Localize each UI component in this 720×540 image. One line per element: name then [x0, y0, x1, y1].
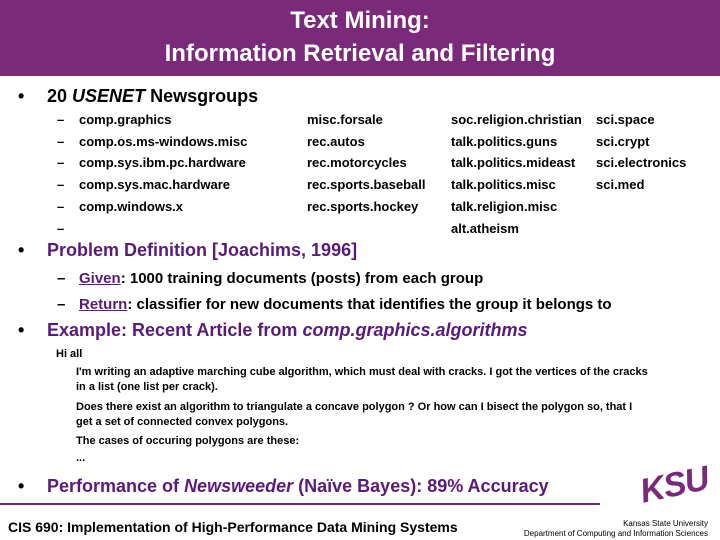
- ksu-logo: KSU: [636, 459, 712, 511]
- dash-icon: –: [57, 199, 65, 214]
- newsgroup-item: rec.sports.hockey: [307, 199, 419, 214]
- newsgroups-label: Newsgroups: [150, 86, 259, 106]
- bullet-example: [47, 320, 527, 341]
- post-line: get a set of connected convex polygons.: [76, 416, 289, 428]
- return-label: Return: [79, 296, 128, 313]
- newsgroup-item: soc.religion.christian: [451, 112, 582, 127]
- newsgroup-item: talk.religion.misc: [451, 199, 558, 214]
- given-label: Given: [79, 270, 121, 287]
- dash-icon: –: [57, 270, 66, 287]
- dash-icon: –: [57, 155, 65, 170]
- post-line: in a list (one list per crack).: [76, 381, 218, 393]
- bullet-icon: •: [18, 86, 25, 106]
- newsgroup-item: sci.med: [596, 177, 645, 192]
- dash-icon: –: [57, 296, 66, 313]
- newsgroup-item: comp.graphics: [79, 112, 172, 127]
- newsgroup-item: comp.sys.ibm.pc.hardware: [79, 155, 246, 170]
- newsgroup-item: talk.politics.mideast: [451, 155, 576, 170]
- university-name: Kansas State University: [623, 519, 708, 528]
- newsgroup-item: rec.autos: [307, 134, 365, 149]
- department-name: Department of Computing and Information Sciences: [523, 529, 708, 538]
- course-title: CIS 690: Implementation of High-Performance Data Mining Systems: [8, 519, 458, 535]
- dash-icon: –: [57, 112, 65, 127]
- dash-icon: –: [57, 221, 65, 236]
- newsgroup-item: sci.crypt: [596, 134, 650, 149]
- newsgroup-item: rec.sports.baseball: [307, 177, 426, 192]
- newsgroup-item: rec.motorcycles: [307, 155, 407, 170]
- newsgroup-item: comp.os.ms-windows.misc: [79, 134, 248, 149]
- bullet-performance: [47, 476, 549, 497]
- slide-title: [0, 0, 720, 76]
- newsgroup-item: sci.space: [596, 112, 655, 127]
- bullet-icon: •: [18, 240, 25, 260]
- newsgroup-count: 20: [47, 86, 68, 106]
- usenet-label: USENET: [72, 86, 146, 106]
- dash-icon: –: [57, 134, 65, 149]
- title-line-2: Information Retrieval and Filtering: [164, 40, 556, 67]
- post-line: The cases of occuring polygons are these:: [76, 435, 300, 447]
- given-line: [79, 270, 483, 287]
- bullet-newsgroups: [47, 86, 258, 107]
- newsweeder-label: Newsweeder: [184, 476, 294, 496]
- post-greeting: Hi all: [56, 348, 83, 360]
- newsgroup-item: sci.electronics: [596, 155, 687, 170]
- example-prefix: Example: Recent Article from: [47, 320, 298, 340]
- bullet-problem-definition: Problem Definition [Joachims, 1996]: [47, 240, 358, 260]
- given-text: : 1000 training documents (posts) from each group: [120, 270, 484, 287]
- newsgroup-item: alt.atheism: [451, 221, 519, 236]
- post-line: ...: [76, 452, 86, 464]
- newsgroup-item: misc.forsale: [307, 112, 383, 127]
- newsgroup-item: comp.sys.mac.hardware: [79, 177, 231, 192]
- example-newsgroup: comp.graphics.algorithms: [302, 320, 528, 340]
- return-text: : classifier for new documents that identifies the group it belongs to: [127, 296, 612, 313]
- newsgroup-item: comp.windows.x: [79, 199, 184, 214]
- return-line: [79, 296, 612, 313]
- title-line-1: Text Mining:: [290, 7, 430, 34]
- post-line: Does there exist an algorithm to triangulate a concave polygon ? Or how can I bisect the polygon so, that I: [76, 401, 633, 413]
- bullet-icon: •: [18, 320, 25, 340]
- performance-rest: (Naïve Bayes): 89% Accuracy: [298, 476, 549, 496]
- post-line: I'm writing an adaptive marching cube algorithm, which must deal with cracks. I got the vertices of the cracks: [76, 366, 648, 378]
- dash-icon: –: [57, 177, 65, 192]
- performance-prefix: Performance of: [47, 476, 180, 496]
- newsgroup-item: talk.politics.misc: [451, 177, 556, 192]
- footer-divider: [0, 503, 600, 505]
- newsgroup-item: talk.politics.guns: [451, 134, 558, 149]
- bullet-icon: •: [18, 476, 25, 496]
